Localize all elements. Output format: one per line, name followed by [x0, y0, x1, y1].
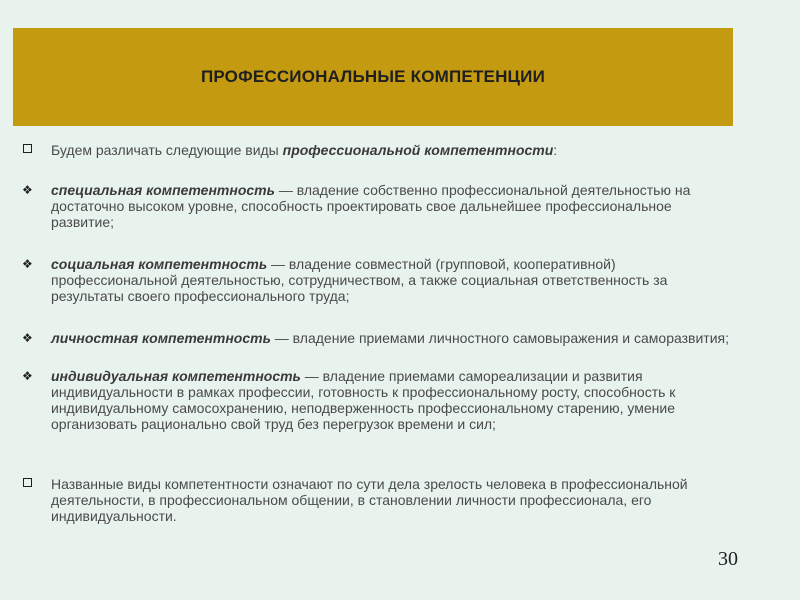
list-item-text: [51, 330, 731, 346]
list-item-text: [51, 368, 731, 432]
intro-text: [51, 142, 731, 158]
square-bullet-icon: [23, 144, 32, 153]
slide-title: ПРОФЕССИОНАЛЬНЫЕ КОМПЕТЕНЦИИ: [200, 67, 546, 86]
diamond-bullet-icon: ❖: [22, 183, 33, 197]
list-item-term: специальная компетентность: [51, 182, 275, 198]
list-item-term: индивидуальная компетентность: [51, 368, 301, 384]
diamond-bullet-icon: ❖: [22, 257, 33, 271]
list-item-description: — владение приемами самореализации и развития индивидуальности в рамках профессии, готовность к профессиональному росту, способность к индивидуальному самосохранению, неподверженность профессиональному старению, умение организовать рационально свой труд без перегрузок времени и сил;: [51, 368, 676, 432]
intro-term: профессиональной компетентности: [282, 142, 554, 158]
list-item-term: социальная компетентность: [51, 256, 268, 272]
list-item-description: — владение совместной (групповой, кооперативной) профессиональной деятельностью, сотрудничеством, а также социальная ответственность за результаты своего профессионального труда;: [51, 256, 668, 304]
diamond-bullet-icon: ❖: [22, 331, 33, 345]
intro-suffix: :: [553, 142, 558, 158]
conclusion-text: Названные виды компетентности означают по сути дела зрелость человека в профессиональной деятельности, в профессиональном общении, в становлении личности профессионала, его индивидуальности.: [51, 476, 688, 524]
list-item-text: [51, 182, 731, 230]
square-bullet-icon: [23, 478, 32, 487]
list-item-term: личностная компетентность: [51, 330, 271, 346]
page-number: 30: [718, 548, 738, 570]
list-item-description: — владение собственно профессиональной деятельностью на достаточно высоком уровне, способность проектировать свое дальнейшее профессиональное развитие;: [51, 182, 691, 230]
diamond-bullet-icon: ❖: [22, 369, 33, 383]
intro-prefix: Будем различать следующие виды: [51, 142, 283, 158]
list-item-text: [51, 256, 731, 304]
title-band: [13, 28, 733, 126]
list-item-description: — владение приемами личностного самовыражения и саморазвития;: [270, 330, 730, 346]
